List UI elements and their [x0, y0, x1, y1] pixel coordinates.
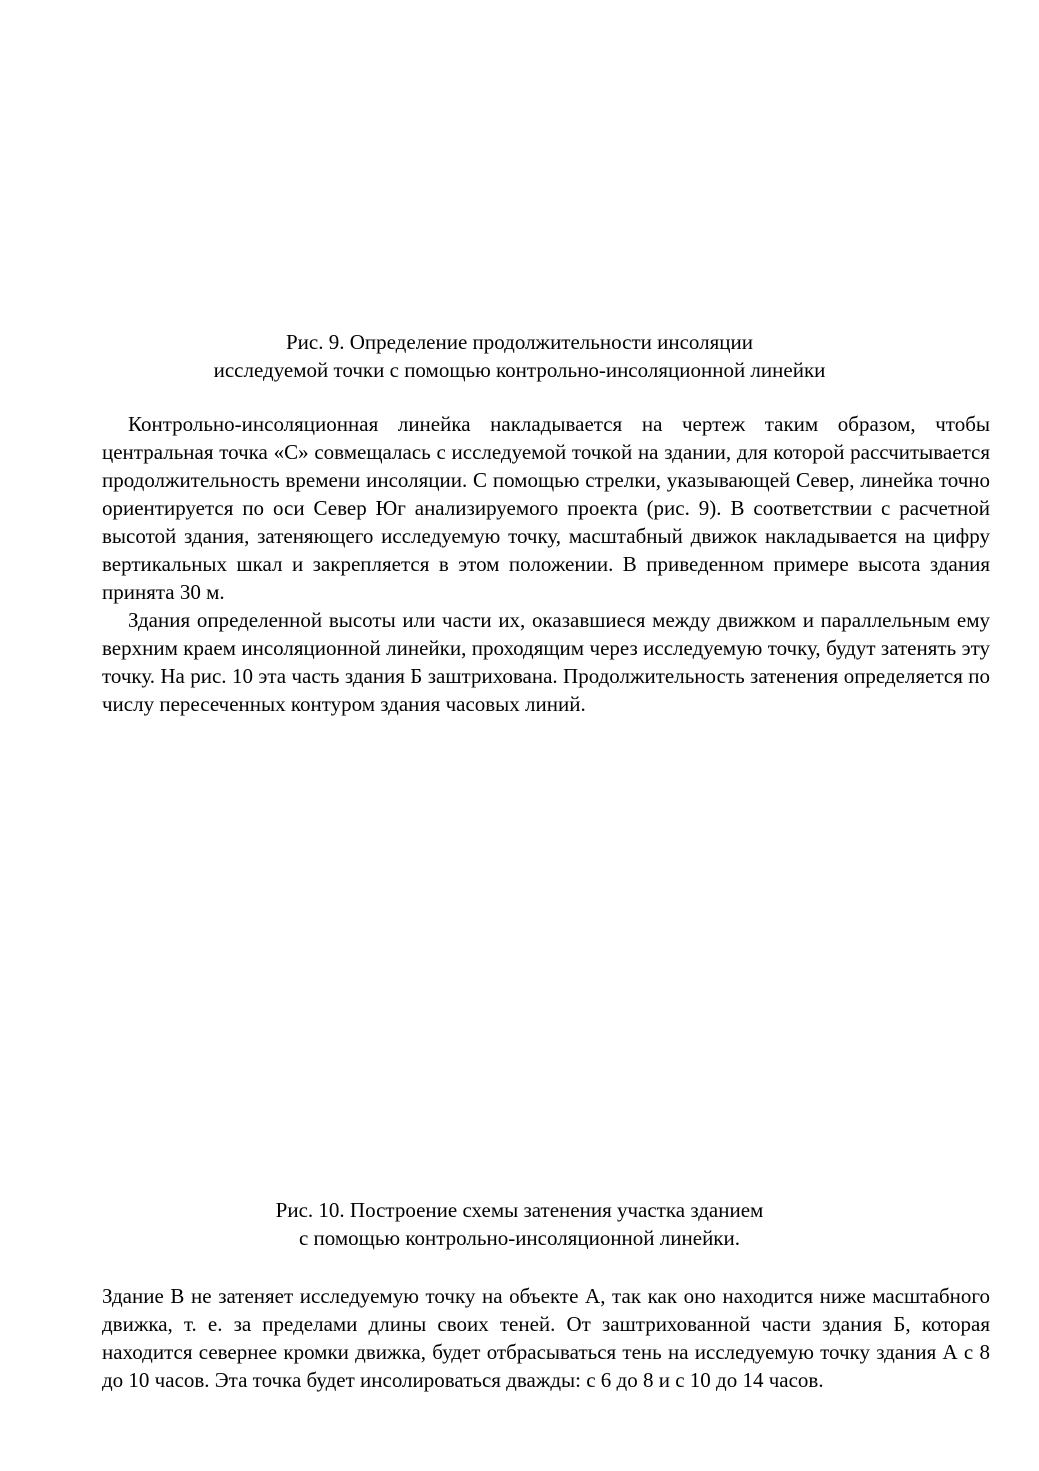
figure-9-text: [102, 410, 990, 718]
figure-9-caption: [0, 328, 1039, 384]
paragraph-shading-buildings: Здания определенной высоты или части их, оказавшиеся между движком и параллельным ему верхним краем инсоляционной линейки, проходящим через исследуемую точку, будут затенять эту точку. На рис. 10 эта часть здания Б заштрихована. Продолжительность затенения определяется по числу пересеченных контуром здания часовых линий.: [102, 608, 990, 716]
paragraph-ruler-placement: Контрольно-инсоляционная линейка накладывается на чертеж таким образом, чтобы центральная точка «С» совмещалась с исследуемой точкой на здании, для которой рассчитывается продолжительность времени инсоляции. С помощью стрелки, указывающей Север, линейка точно ориентируется по оси Север Юг анализируемого проекта (рис. 9). В соответствии с расчетной высотой здания, затеняющего исследуемую точку, масштабный движок накладывается на цифру вертикальных шкал и закрепляется в этом положении. В приведенном примере высота здания принята 30 м.: [102, 412, 990, 604]
figure-10-caption-line-2: с помощью контрольно-инсоляционной линейки.: [298, 1226, 740, 1250]
paragraph-building-v: Здание В не затеняет исследуемую точку на объекте А, так как оно находится ниже масштабного движка, т. е. за пределами длины своих теней. От заштрихованной части здания Б, которая находится севернее кромки движка, будет отбрасываться тень на исследуемую точку здания А с 8 до 10 часов. Эта точка будет инсолироваться дважды: с 6 до 8 и с 10 до 14 часов.: [102, 1284, 990, 1392]
figure-10-caption-line-1: Рис. 10. Построение схемы затенения участка зданием: [275, 1198, 764, 1222]
figure-9-caption-line-1: Рис. 9. Определение продолжительности инсоляции: [286, 330, 753, 354]
figure-10-text: [102, 1282, 990, 1394]
figure-10-caption: [0, 1196, 1039, 1252]
figure-9-caption-line-2: исследуемой точки с помощью контрольно-инсоляционной линейки: [213, 358, 826, 382]
